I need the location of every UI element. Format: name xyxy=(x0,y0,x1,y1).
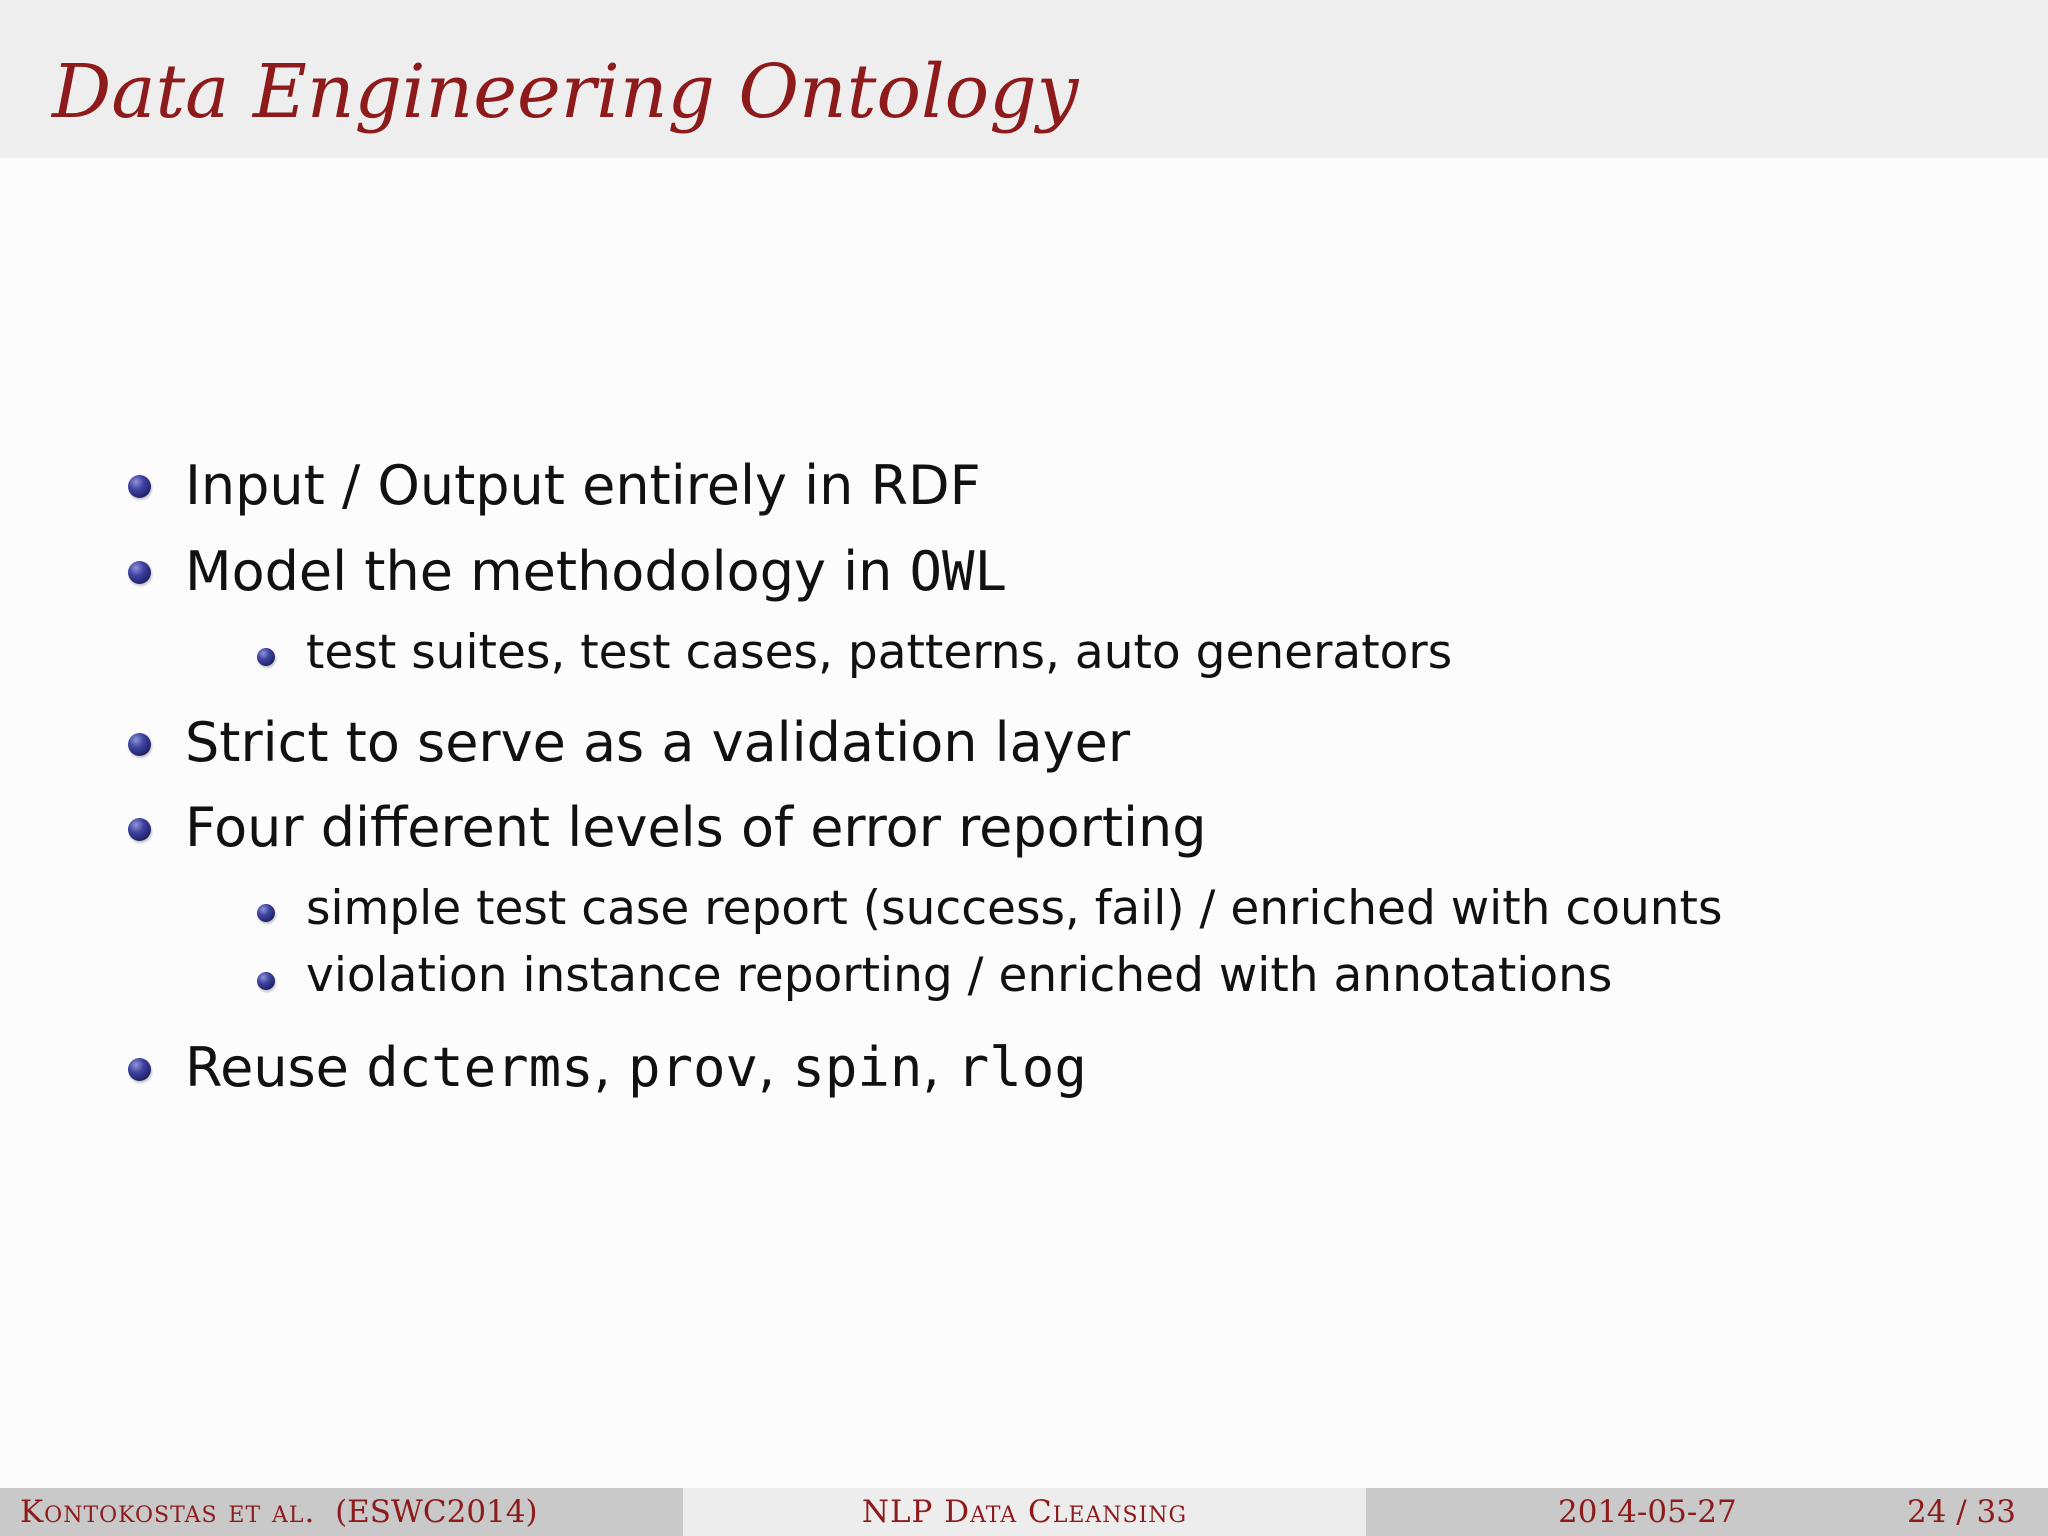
slide-title: Data Engineering Ontology xyxy=(52,49,1079,135)
bullet-marker-icon xyxy=(128,1058,151,1081)
bullet-marker-icon xyxy=(128,733,151,756)
list-item: Four different levels of error reporting xyxy=(185,796,1207,859)
footer-short-title: NLP Data Cleansing xyxy=(861,1494,1188,1530)
sub-list-item: violation instance reporting / enriched with annotations xyxy=(306,948,1613,1003)
footer-title-block xyxy=(683,1488,1366,1536)
sub-bullet-marker-icon xyxy=(257,648,275,666)
code-term: rlog xyxy=(956,1036,1087,1099)
sub-bullet-marker-icon xyxy=(257,904,275,922)
footer-date: 2014-05-27 xyxy=(1558,1494,1737,1530)
bullet-marker-icon xyxy=(128,818,151,841)
sub-list-item: test suites, test cases, patterns, auto generators xyxy=(306,625,1453,680)
code-term: OWL xyxy=(909,540,1008,603)
sub-list-item: simple test case report (success, fail) / enriched with counts xyxy=(306,881,1723,936)
slide-footer xyxy=(0,1488,2048,1536)
sub-bullet-marker-icon xyxy=(257,972,275,990)
page-counter: 24 / 33 xyxy=(1906,1494,2016,1530)
code-term: spin xyxy=(792,1036,923,1099)
list-item: Input / Output entirely in RDF xyxy=(185,454,981,517)
code-term: dcterms xyxy=(366,1036,594,1099)
footer-author-block xyxy=(0,1488,683,1536)
footer-conference: (ESWC2014) xyxy=(335,1494,538,1530)
bullet-marker-icon xyxy=(128,561,151,584)
footer-authors: Kontokostas et al. xyxy=(20,1494,316,1530)
code-term: prov xyxy=(628,1036,759,1099)
bullet-marker-icon xyxy=(128,475,151,498)
list-item: Reuse dcterms, prov, spin, rlog xyxy=(185,1036,1087,1099)
footer-date-page-block xyxy=(1366,1488,2048,1536)
list-item: Strict to serve as a validation layer xyxy=(185,711,1131,774)
list-item: Model the methodology in OWL xyxy=(185,540,1008,603)
